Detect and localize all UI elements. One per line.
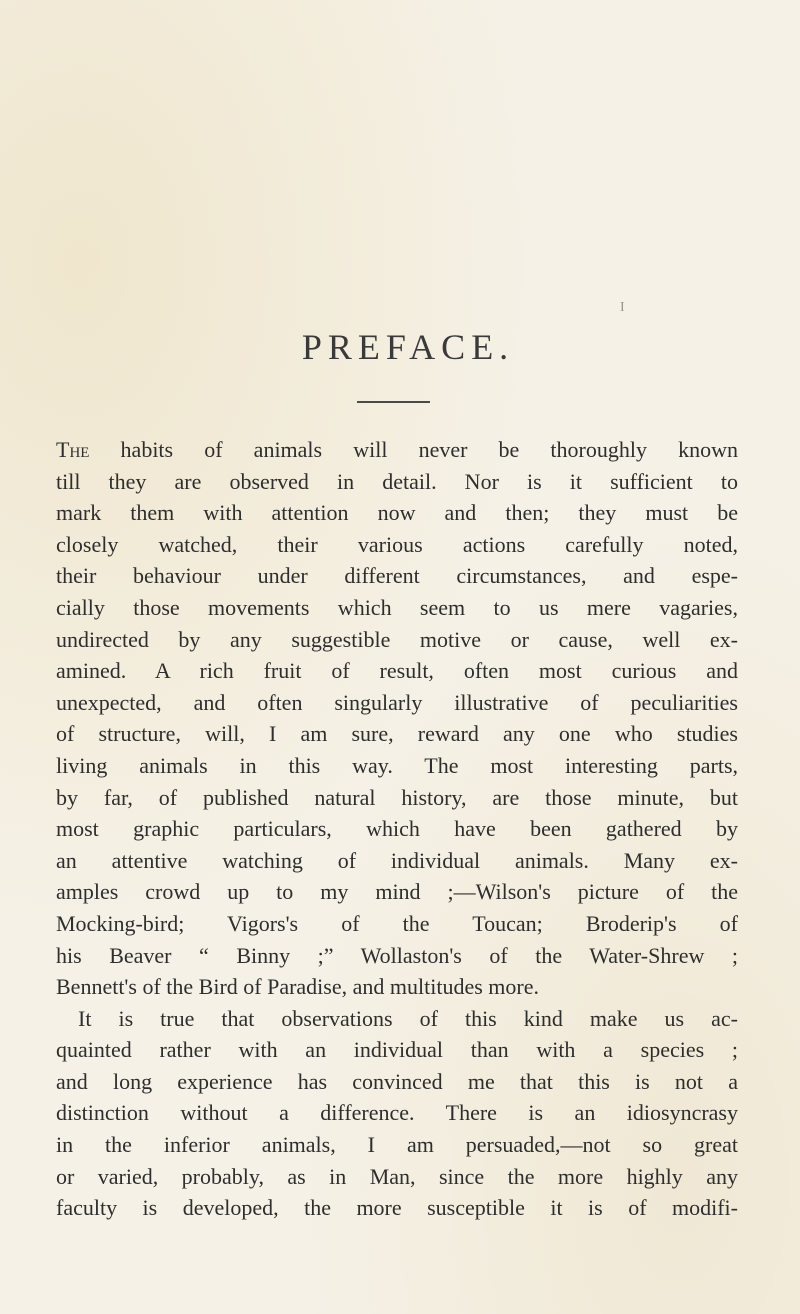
text-line: The habits of animals will never be thoroughly known — [56, 437, 738, 462]
text-line: faculty is developed, the more susceptible it is of modifi- — [56, 1195, 738, 1221]
text-line: undirected by any suggestible motive or cause, well ex- — [56, 626, 738, 652]
title-rule-divider — [357, 401, 430, 403]
text-line: or varied, probably, as in Man, since the more highly any — [56, 1163, 738, 1189]
text-line: Bennett's of the Bird of Paradise, and multitudes more. — [56, 974, 539, 1000]
page-number: I — [620, 300, 625, 315]
text-line: his Beaver “ Binny ;” Wollaston's of the Water-Shrew ; — [56, 942, 738, 968]
text-line: of structure, will, I am sure, reward any one who studies — [56, 721, 738, 747]
text-line: and long experience has convinced me that this is not a — [56, 1068, 738, 1094]
text-line: It is true that observations of this kind make us ac- — [78, 1005, 738, 1031]
text-line: amined. A rich fruit of result, often most curious and — [56, 658, 738, 684]
text-line: till they are observed in detail. Nor is it sufficient to — [56, 468, 738, 494]
text-line: quainted rather with an individual than with a species ; — [56, 1037, 738, 1063]
text-line: in the inferior animals, I am persuaded,—not so great — [56, 1132, 738, 1158]
text-line: Mocking-bird; Vigors's of the Toucan; Broderip's of — [56, 910, 738, 936]
text-line: cially those movements which seem to us mere vagaries, — [56, 594, 738, 620]
text-line: living animals in this way. The most interesting parts, — [56, 752, 738, 778]
text-line: amples crowd up to my mind ;—Wilson's picture of the — [56, 879, 738, 905]
preface-body-text — [56, 434, 738, 1224]
text-line: closely watched, their various actions carefully noted, — [56, 531, 738, 557]
text-line: mark them with attention now and then; they must be — [56, 500, 738, 526]
opening-word-small-caps: The — [56, 437, 90, 462]
text-line: an attentive watching of individual animals. Many ex- — [56, 847, 738, 873]
page-title: PREFACE. — [301, 327, 515, 367]
text-line: distinction without a difference. There is an idiosyncrasy — [56, 1100, 738, 1126]
text-line: most graphic particulars, which have been gathered by — [56, 816, 738, 842]
text-line: unexpected, and often singularly illustrative of peculiarities — [56, 689, 738, 715]
text-line: their behaviour under different circumstances, and espe- — [56, 563, 738, 589]
text-line: by far, of published natural history, are those minute, but — [56, 784, 738, 810]
